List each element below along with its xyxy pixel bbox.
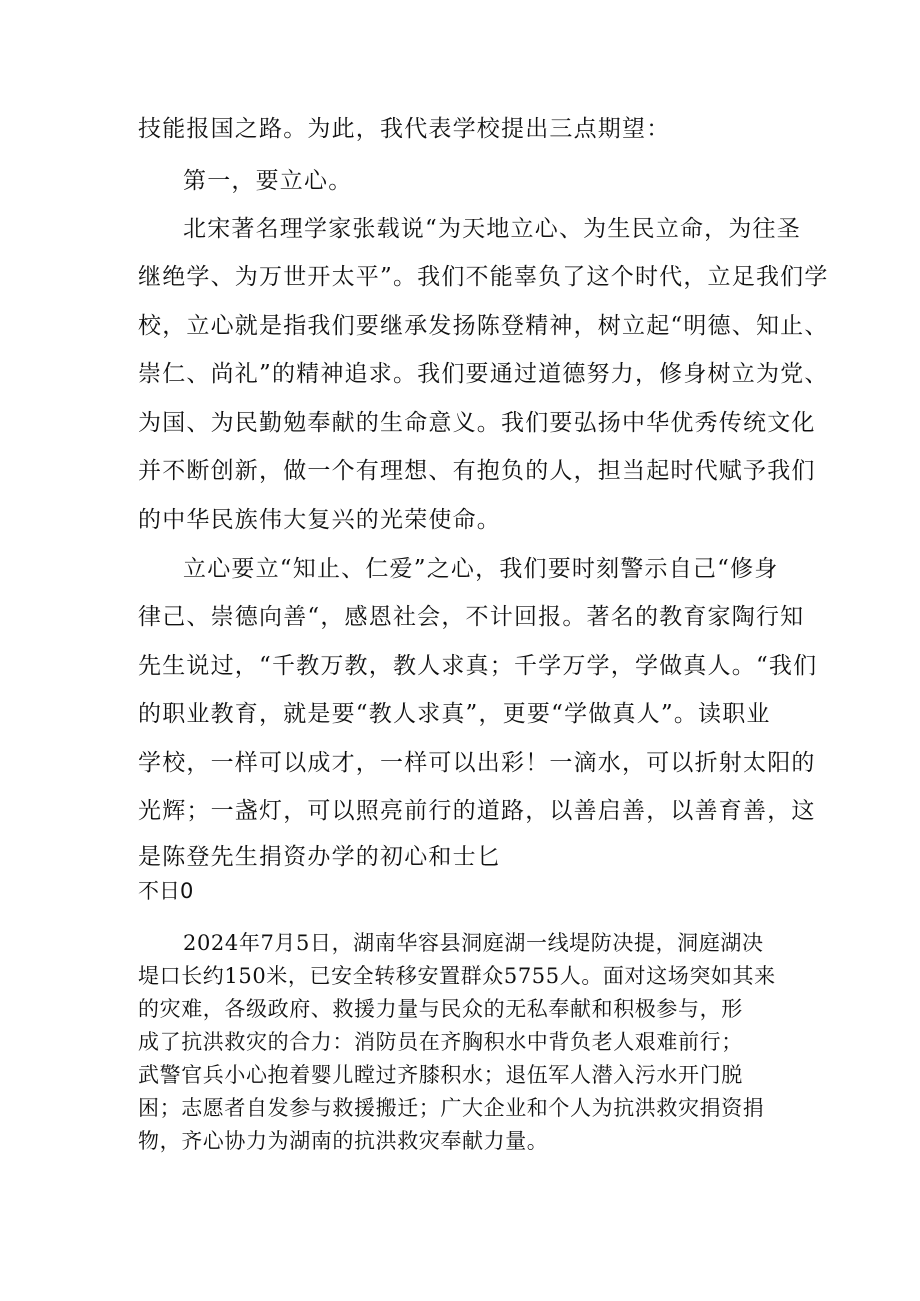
- section-heading: 第一，要立心。: [183, 168, 353, 194]
- paragraph-line: 学校，一样可以成才，一样可以出彩！一滴水，可以折射太阳的: [138, 750, 816, 776]
- paragraph-line: 的职业教育，就是要“教人求真”，更要“学做真人”。读职业: [138, 701, 771, 727]
- paragraph-line: 技能报国之路。为此，我代表学校提出三点期望：: [138, 116, 671, 142]
- paragraph-line: 光辉；一盏灯，可以照亮前行的道路，以善启善，以善育善，这: [138, 798, 816, 824]
- paragraph-line: 成了抗洪救灾的合力：消防员在齐胸积水中背负老人艰难前行；: [138, 1030, 743, 1054]
- paragraph-line: 2024年7月5日，湖南华容县洞庭湖一线堤防决提，洞庭湖决: [183, 931, 764, 955]
- paragraph-line: 律己、崇德向善“，感恩社会，不计回报。著名的教育家陶行知: [138, 604, 805, 630]
- paragraph-line: 崇仁、尚礼”的精神追求。我们要通过道德努力，修身树立为党、: [138, 361, 829, 387]
- paragraph-line: 的中华民族伟大复兴的光荣使命。: [138, 507, 501, 533]
- paragraph-line: 物，齐心协力为湖南的抗洪救灾奉献力量。: [138, 1129, 549, 1153]
- paragraph-line: 困；志愿者自发参与救援搬迁；广大企业和个人为抗洪救灾捐资捐: [138, 1096, 765, 1120]
- paragraph-line: 继绝学、为万世开太平”。我们不能辜负了这个时代，立足我们学: [138, 264, 829, 290]
- paragraph-line: 北宋著名理学家张载说“为天地立心、为生民立命，为往圣: [183, 216, 801, 242]
- paragraph-line: 先生说过，“千教万教，教人求真；千学万学，学做真人。“我们: [138, 653, 818, 679]
- paragraph-line: 是陈登先生捐资办学的初心和士匕: [138, 844, 501, 870]
- paragraph-line: 立心要立“知止、仁爱”之心，我们要时刻警示自己“修身: [183, 556, 779, 582]
- ocr-fragment: 不日0: [138, 879, 194, 903]
- paragraph-line: 校，立心就是指我们要继承发扬陈登精神，树立起“明德、知止、: [138, 313, 829, 339]
- paragraph-line: 为国、为民勤勉奉献的生命意义。我们要弘扬中华优秀传统文化: [138, 410, 816, 436]
- paragraph-line: 堤口长约150米，已安全转移安置群众5755人。面对这场突如其来: [138, 964, 776, 988]
- paragraph-line: 武警官兵小心抱着婴儿瞠过齐膝积水；退伍军人潜入污水开门脱: [138, 1063, 743, 1087]
- paragraph-line: 的灾难，各级政府、救援力量与民众的无私奉献和积极参与，形: [138, 997, 743, 1021]
- paragraph-line: 并不断创新，做一个有理想、有抱负的人，担当起时代赋予我们: [138, 458, 816, 484]
